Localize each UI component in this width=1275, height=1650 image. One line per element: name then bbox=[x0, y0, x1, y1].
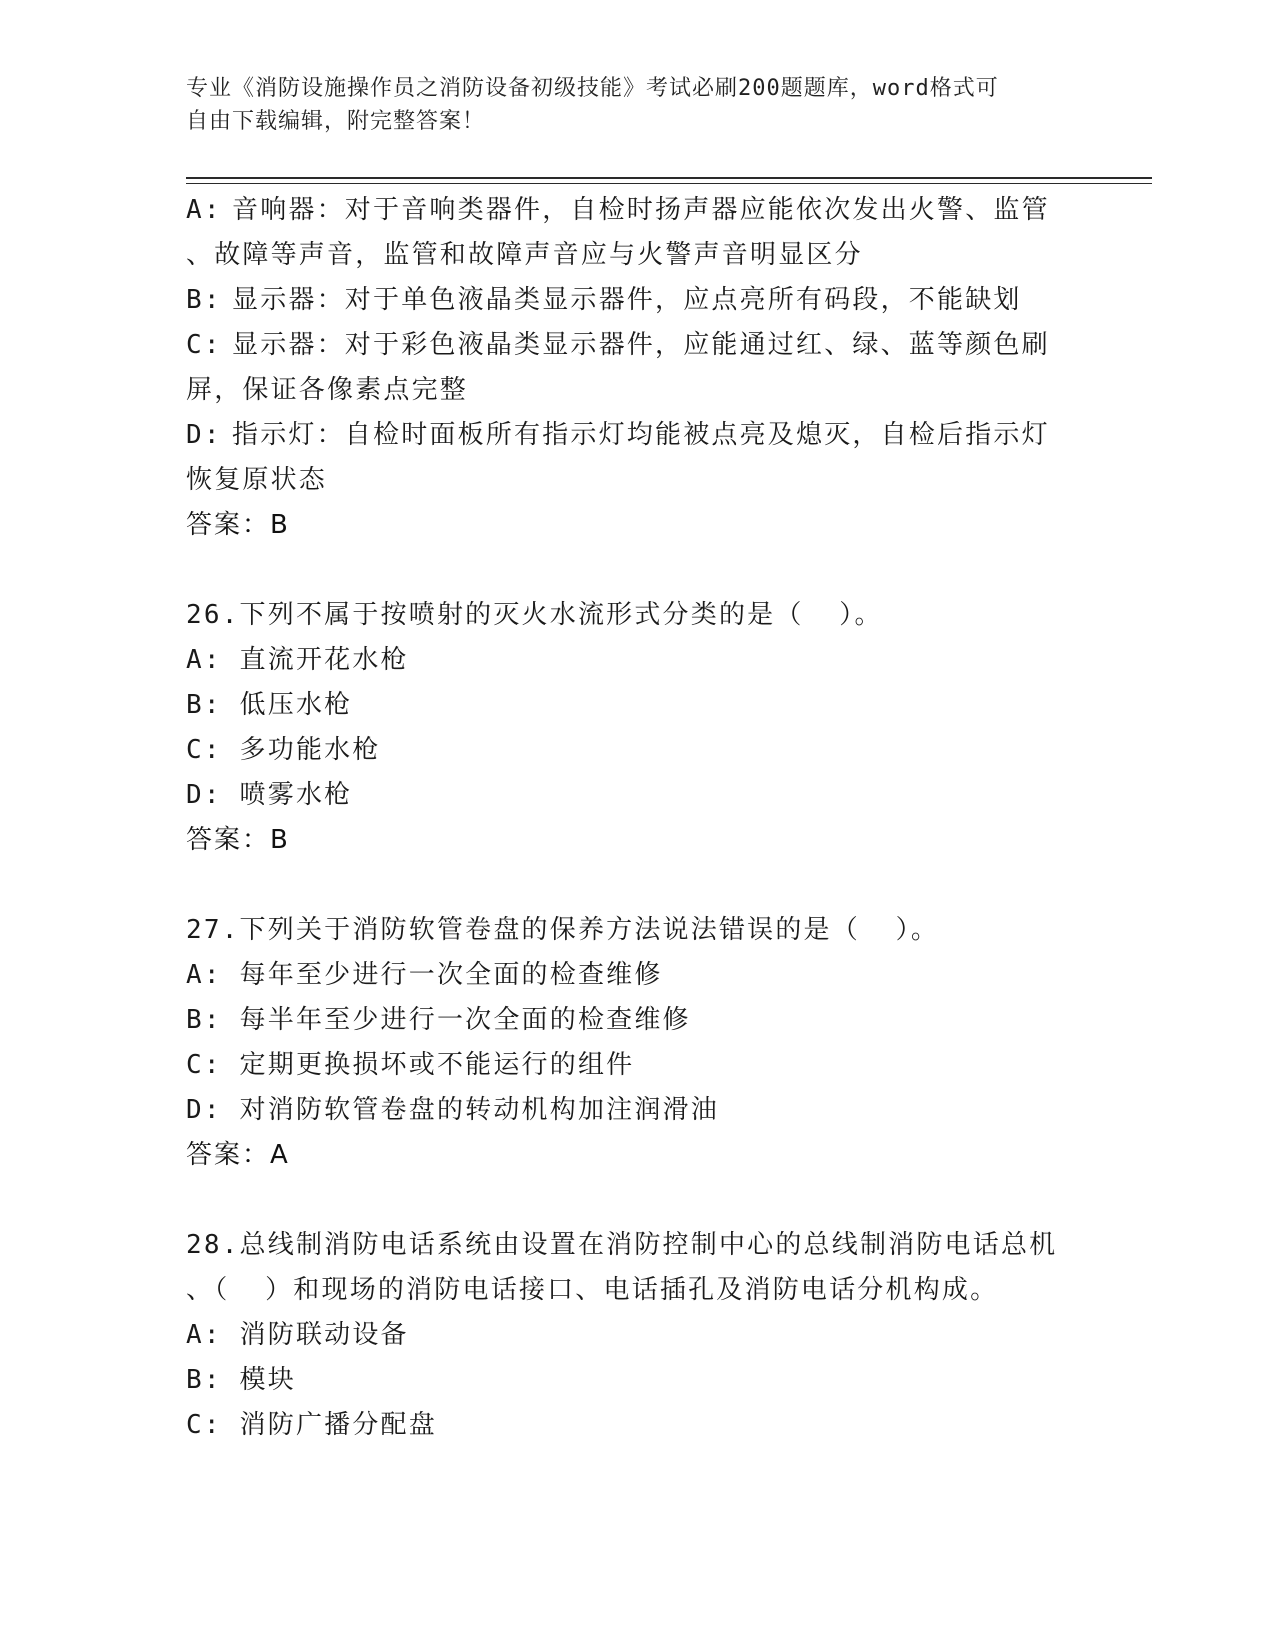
option-text: 音响器：对于音响类器件，自检时扬声器应能依次发出火警、监管 bbox=[232, 195, 1050, 225]
question-stem: 26.下列不属于按喷射的灭火水流形式分类的是（ ）。 bbox=[186, 600, 883, 630]
option-c: C: 多功能水枪 bbox=[186, 735, 381, 765]
option-b: B: 每半年至少进行一次全面的检查维修 bbox=[186, 1005, 691, 1035]
spacer bbox=[186, 1178, 1086, 1223]
option-label: B: bbox=[186, 285, 222, 315]
header-line-2: 自由下载编辑，附完整答案！ bbox=[186, 109, 486, 134]
question-26 bbox=[186, 593, 1086, 863]
option-a: A: 直流开花水枪 bbox=[186, 645, 409, 675]
answer: 答案：A bbox=[186, 1140, 290, 1170]
option-text: 显示器：对于单色液晶类显示器件，应点亮所有码段，不能缺划 bbox=[232, 285, 1022, 315]
spacer bbox=[186, 548, 1086, 593]
option-c bbox=[186, 323, 1086, 368]
option-a: A: 每年至少进行一次全面的检查维修 bbox=[186, 960, 663, 990]
option-b bbox=[186, 278, 1086, 323]
option-d: D: 喷雾水枪 bbox=[186, 780, 353, 810]
header-note bbox=[186, 72, 1066, 138]
option-b: B: 低压水枪 bbox=[186, 690, 353, 720]
header-line-1: 专业《消防设施操作员之消防设备初级技能》考试必刷200题题库，word格式可 bbox=[186, 76, 999, 101]
option-b: B: 模块 bbox=[186, 1365, 296, 1395]
option-c: C: 定期更换损坏或不能运行的组件 bbox=[186, 1050, 635, 1080]
header-divider-thin bbox=[186, 183, 1152, 184]
question-stem: 27.下列关于消防软管卷盘的保养方法说法错误的是（ ）。 bbox=[186, 915, 940, 945]
spacer bbox=[186, 863, 1086, 908]
question-25 bbox=[186, 188, 1086, 548]
option-c-continued: 屏，保证各像素点完整 bbox=[186, 375, 469, 405]
question-stem: 28.总线制消防电话系统由设置在消防控制中心的总线制消防电话总机 bbox=[186, 1230, 1058, 1260]
answer: 答案：B bbox=[186, 510, 290, 540]
answer: 答案：B bbox=[186, 825, 290, 855]
question-stem-continued: 、（ ）和现场的消防电话接口、电话插孔及消防电话分机构成。 bbox=[186, 1275, 999, 1305]
option-d-continued: 恢复原状态 bbox=[186, 465, 328, 495]
question-list bbox=[186, 188, 1086, 1448]
option-text: 显示器：对于彩色液晶类显示器件，应能通过红、绿、蓝等颜色刷 bbox=[232, 330, 1050, 360]
question-27 bbox=[186, 908, 1086, 1178]
question-28 bbox=[186, 1223, 1086, 1448]
option-label: C: bbox=[186, 330, 222, 360]
option-c: C: 消防广播分配盘 bbox=[186, 1410, 437, 1440]
option-label: D: bbox=[186, 420, 222, 450]
option-a: A: 消防联动设备 bbox=[186, 1320, 409, 1350]
option-a-continued: 、故障等声音，监管和故障声音应与火警声音明显区分 bbox=[186, 240, 863, 270]
option-d: D: 对消防软管卷盘的转动机构加注润滑油 bbox=[186, 1095, 719, 1125]
header-divider-thick bbox=[186, 177, 1152, 179]
option-d bbox=[186, 413, 1086, 458]
option-a bbox=[186, 188, 1086, 233]
option-label: A: bbox=[186, 195, 222, 225]
option-text: 指示灯：自检时面板所有指示灯均能被点亮及熄灭，自检后指示灯 bbox=[232, 420, 1050, 450]
